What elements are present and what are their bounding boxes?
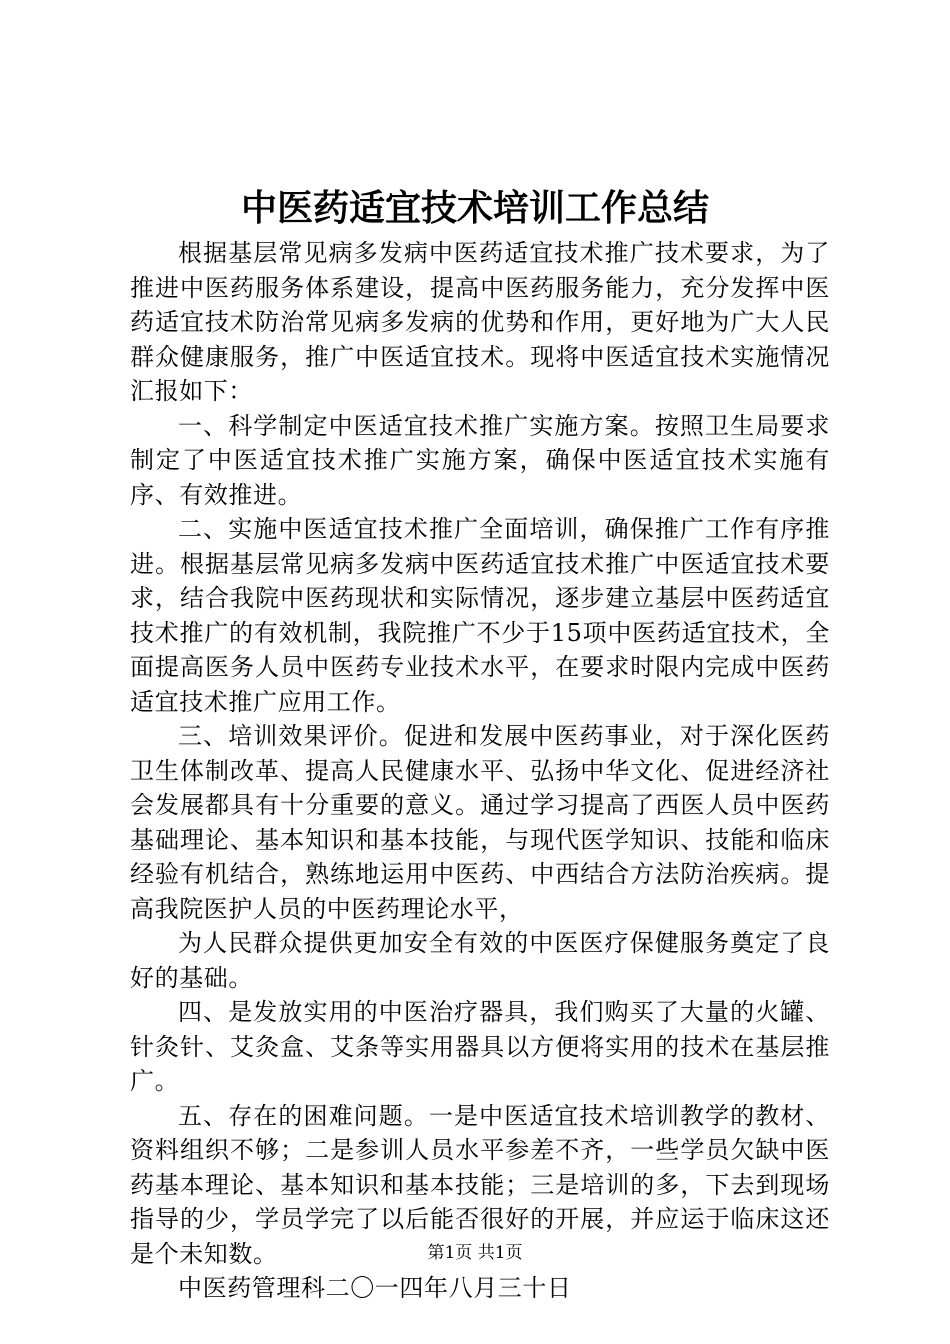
document-title: 中医药适宜技术培训工作总结 [240, 187, 709, 229]
page-number-footer: 第1页 共1页 [427, 1243, 523, 1263]
paragraph-section-3: 三、培训效果评价。促进和发展中医药事业，对于深化医药卫生体制改革、提高人民健康水平、弘扬中华文化、促进经济社会发展都具有十分重要的意义。通过学习提高了西医人员中医药基础理论、基本知识和基本技能，与现代医学知识、技能和临床经验有机结合，熟练地运用中医药、中西结合方法防治疾病。提高我院医护人员的中医药理论水平， [130, 722, 830, 923]
paragraph-section-3-continued: 为人民群众提供更加安全有效的中医医疗保健服务奠定了良好的基础。 [130, 929, 830, 992]
paragraph-intro: 根据基层常见病多发病中医药适宜技术推广技术要求，为了推进中医药服务体系建设，提高中医药服务能力，充分发挥中医药适宜技术防治常见病多发病的优势和作用，更好地为广大人民群众健康服务，推广中医适宜技术。现将中医适宜技术实施情况汇报如下： [130, 239, 830, 405]
paragraph-section-5: 五、存在的困难问题。一是中医适宜技术培训教学的教材、资料组织不够；二是参训人员水平参差不齐，一些学员欠缺中医药基本理论、基本知识和基本技能；三是培训的多，下去到现场指导的少，学员学完了以后能否很好的开展，并应运于临床这还是个未知数。 [130, 1101, 830, 1268]
paragraph-section-4: 四、是发放实用的中医治疗器具，我们购买了大量的火罐、针灸针、艾灸盒、艾条等实用器具以方便将实用的技术在基层推广。 [130, 998, 830, 1095]
document-body [130, 236, 830, 1306]
paragraph-section-2: 二、实施中医适宜技术推广全面培训，确保推广工作有序推进。根据基层常见病多发病中医药适宜技术推广中医适宜技术要求，结合我院中医药现状和实际情况，逐步建立基层中医药适宜技术推广的有效机制，我院推广不少于15项中医药适宜技术，全面提高医务人员中医药专业技术水平，在要求时限内完成中医药适宜技术推广应用工作。 [130, 515, 830, 716]
paragraph-section-1: 一、科学制定中医适宜技术推广实施方案。按照卫生局要求制定了中医适宜技术推广实施方案，确保中医适宜技术实施有序、有效推进。 [130, 411, 830, 509]
signature-date-line: 中医药管理科二〇一四年八月三十日 [178, 1274, 572, 1302]
